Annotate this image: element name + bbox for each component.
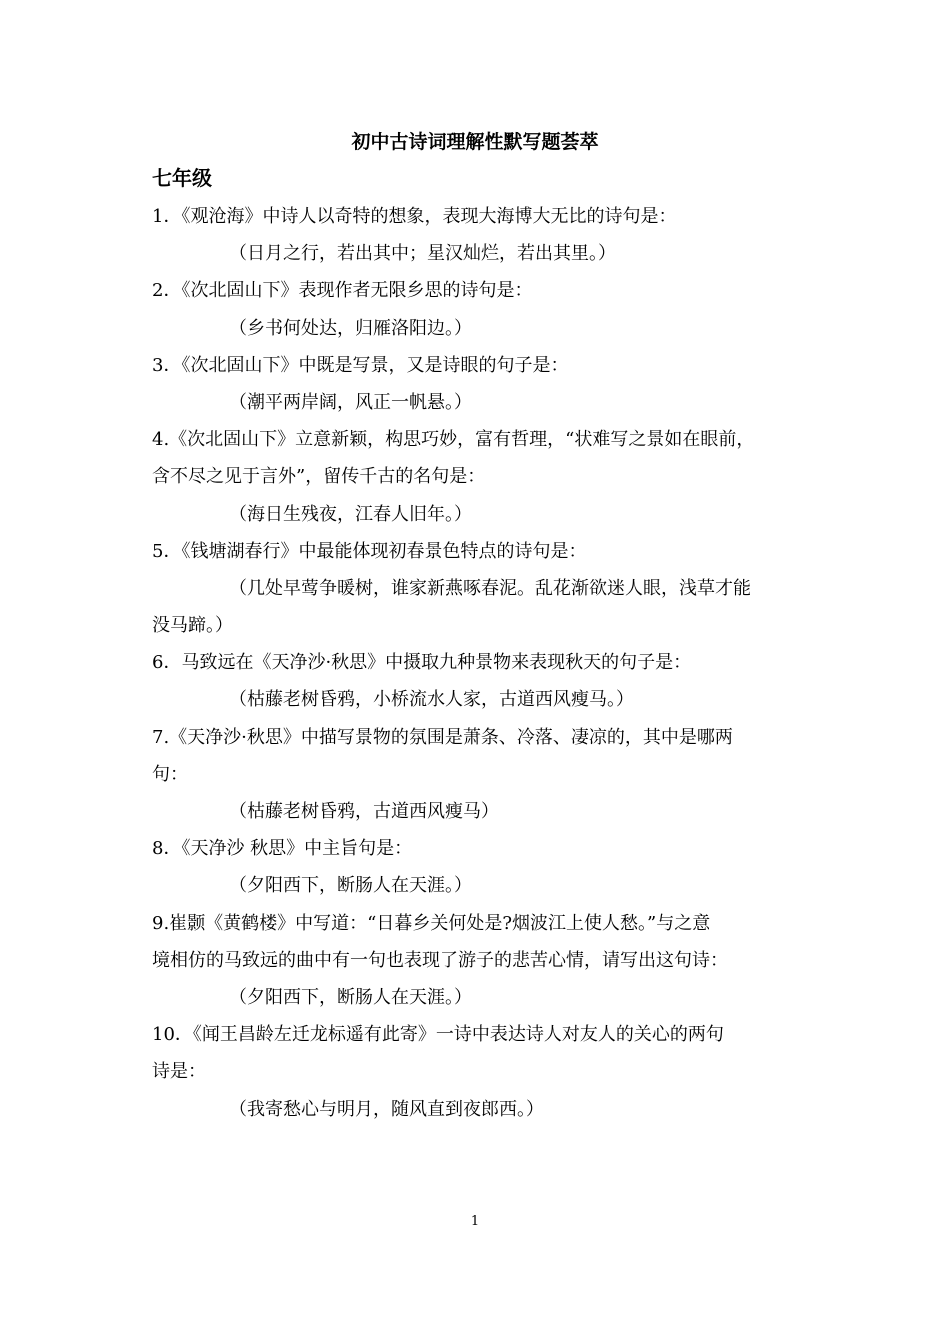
question-line: 1．《观沧海》中诗人以奇特的想象，表现大海博大无比的诗句是： xyxy=(152,206,677,227)
page-number: 1 xyxy=(470,1214,480,1229)
answer-line: （乡书何处达，归雁洛阳边。） xyxy=(229,317,472,339)
question-line: 7.《天净沙·秋思》中描写景物的氛围是萧条、冷落、凄凉的，其中是哪两 xyxy=(152,726,733,748)
question-line: 2．《次北固山下》表现作者无限乡思的诗句是： xyxy=(152,280,533,302)
question-line: 5．《钱塘湖春行》中最能体现初春景色特点的诗句是： xyxy=(152,540,587,562)
section-heading: 七年级 xyxy=(152,166,212,190)
answer-line: （枯藤老树昏鸦，小桥流水人家，古道西风瘦马。） xyxy=(229,689,634,711)
question-line: 境相仿的马致远的曲中有一句也表现了游子的悲苦心情，请写出这句诗： xyxy=(152,949,728,971)
question-line: 含不尽之见于言外”，留传千古的名句是： xyxy=(152,466,486,488)
answer-line: （我寄愁心与明月，随风直到夜郎西。） xyxy=(229,1098,544,1120)
answer-line: （潮平两岸阔，风正一帆悬。） xyxy=(229,391,472,413)
question-line: 诗是： xyxy=(152,1061,206,1083)
question-line: 句： xyxy=(152,763,188,785)
answer-line: （夕阳西下，断肠人在天涯。） xyxy=(229,875,472,897)
question-line: 没马蹄。） xyxy=(152,615,233,637)
answer-line: （海日生残夜，江春人旧年。） xyxy=(229,503,472,525)
answer-line: （夕阳西下，断肠人在天涯。） xyxy=(229,986,472,1008)
answer-line: （日月之行，若出其中；星汉灿烂，若出其里。） xyxy=(229,243,616,265)
document-body xyxy=(152,198,812,1128)
document-title: 初中古诗词理解性默写题荟萃 xyxy=(351,131,599,153)
question-line: 6．马致远在《天净沙·秋思》中摄取九种景物来表现秋天的句子是： xyxy=(152,652,692,674)
question-line: 9.崔颢《黄鹤楼》中写道：“日暮乡关何处是?烟波江上使人愁。”与之意 xyxy=(152,912,711,934)
question-line: 4.《次北固山下》立意新颖，构思巧妙，富有哲理，“状难写之景如在眼前， xyxy=(152,429,755,451)
answer-line: （几处早莺争暖树，谁家新燕啄春泥。乱花渐欲迷人眼，浅草才能 xyxy=(229,577,751,599)
question-line: 10．《闻王昌龄左迁龙标遥有此寄》一诗中表达诗人对友人的关心的两句 xyxy=(152,1024,724,1046)
question-line: 8．《天净沙 秋思》中主旨句是： xyxy=(152,838,413,860)
answer-line: （枯藤老树昏鸦，古道西风瘦马） xyxy=(229,801,499,822)
question-line: 3．《次北固山下》中既是写景，又是诗眼的句子是： xyxy=(152,354,569,376)
